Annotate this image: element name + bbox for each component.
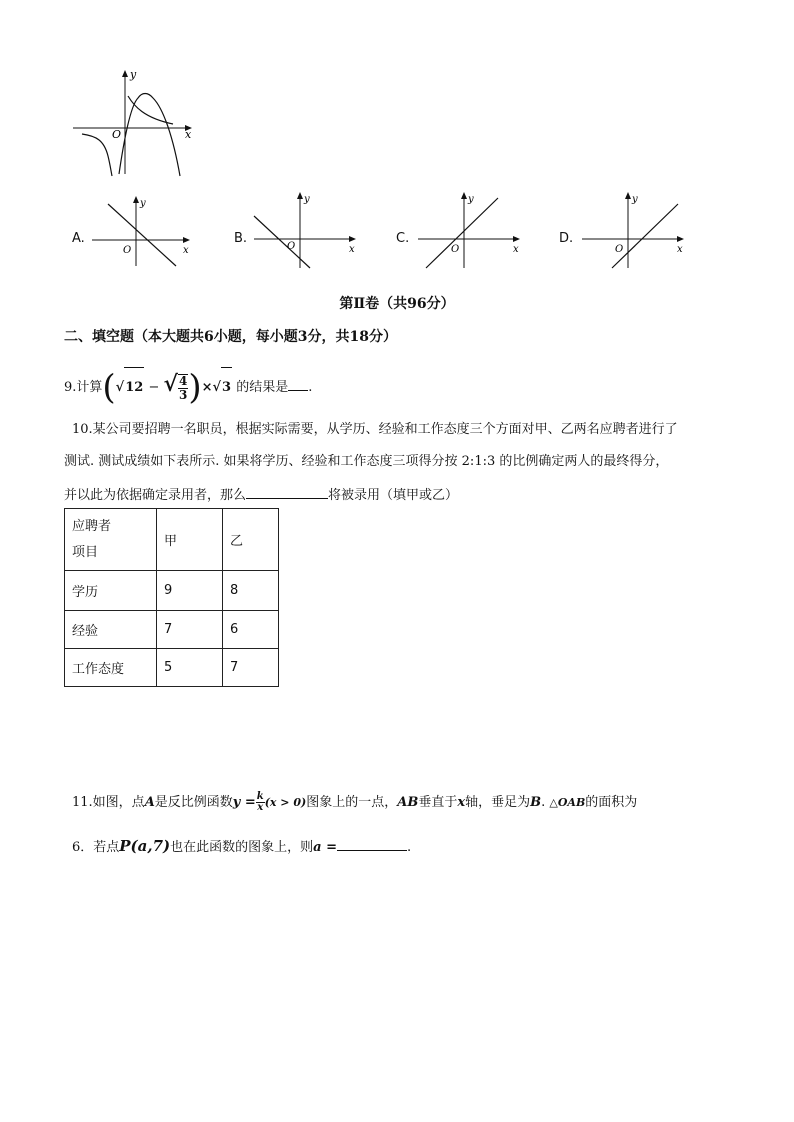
option-c-x-arrow (513, 236, 520, 242)
q11-x-axis-var: x (457, 795, 466, 810)
table-item: 学历 (65, 571, 157, 611)
table-cell-jia: 9 (157, 571, 223, 611)
option-a-x-label: x (183, 245, 189, 256)
q11-line-2-a: 6．若点 (72, 840, 120, 855)
option-d-y-label: y (632, 194, 638, 205)
table-header-row (65, 509, 279, 571)
q9-right-paren: ) (188, 367, 202, 408)
q10-line-3 (64, 484, 458, 506)
main-y-label: y (130, 68, 137, 81)
q11-func-cond: (x > 0) (264, 796, 307, 809)
table-cell-yi: 7 (223, 649, 279, 687)
main-y-arrow (122, 70, 128, 77)
q11-t4: 轴，垂足为 (465, 795, 531, 810)
q9-frac-den: 3 (178, 387, 188, 402)
option-a-x-arrow (183, 237, 190, 243)
q11-line-1 (72, 788, 637, 818)
table-header-jia: 甲 (157, 509, 223, 571)
table-row (65, 611, 279, 649)
option-b-origin-label: O (287, 241, 296, 252)
option-d-origin-label: O (615, 244, 624, 255)
option-a-line (108, 204, 176, 266)
q9-sqrt12: 12 (124, 367, 144, 408)
option-b-x-label: x (349, 244, 355, 255)
q11-func-y: y = (232, 795, 256, 810)
q11-line-2 (72, 832, 411, 860)
option-c-graph (414, 190, 524, 270)
part-heading: 二、填空题（本大题共6小题，每小题3分，共18分） (64, 329, 397, 345)
option-b-x-arrow (349, 236, 356, 242)
q9-frac-num: 4 (178, 373, 188, 388)
option-c-line (426, 198, 498, 268)
q11-answer-blank[interactable] (337, 836, 407, 851)
table-row (65, 649, 279, 687)
q11-line-2-b: 也在此函数的图象上，则 (170, 840, 314, 855)
q11-point-a: A (144, 795, 155, 810)
table-corner-bottom: 项目 (72, 544, 99, 560)
option-d-x-arrow (677, 236, 684, 242)
table-cell-yi: 8 (223, 571, 279, 611)
q11-func-k: k (256, 791, 264, 802)
main-asymptote-curve (128, 96, 173, 124)
q9-suffix: 的结果是 (236, 380, 289, 395)
option-a-graph (88, 194, 193, 269)
option-c-origin-label: O (451, 244, 460, 255)
q11-func-x: x (257, 802, 264, 813)
main-curve-left (82, 134, 112, 176)
option-a-origin-label: O (123, 245, 132, 256)
q9-number: 9.计算 (64, 380, 103, 395)
q11-point-p: P(a,7) (119, 837, 171, 855)
q11-a-eq: a = (313, 840, 337, 855)
table-item: 工作态度 (65, 649, 157, 687)
q11-t1: 是反比例函数 (154, 795, 233, 810)
q10-answer-blank[interactable] (246, 484, 328, 499)
q11-t2: 图象上的一点， (306, 795, 398, 810)
option-c-x-label: x (513, 244, 519, 255)
q10-line-2: 测试. 测试成绩如下表所示. 如果将学历、经验和工作态度三项得分按 2:1:3 的比例确定两人的最终得分， (64, 454, 669, 469)
q9-times: × (201, 380, 213, 395)
q9-sqrt-frac-symbol: √ (163, 371, 178, 397)
q11-t3: 垂直于 (418, 795, 458, 810)
option-d-graph (578, 190, 688, 270)
q9-period: . (308, 380, 313, 395)
q11-t5: . (541, 795, 550, 810)
option-d-label: D. (559, 231, 574, 246)
option-d-x-label: x (677, 244, 683, 255)
option-c-y-arrow (461, 192, 467, 199)
section-title: 第Ⅱ卷（共96分） (339, 296, 455, 312)
table-item: 经验 (65, 611, 157, 649)
question-9 (64, 364, 313, 408)
table-corner-top: 应聘者 (72, 518, 112, 534)
q11-prefix: 11.如图，点 (72, 795, 145, 810)
q10-line-3-a: 并以此为依据确定录用者，那么 (64, 488, 247, 503)
option-b-graph (250, 190, 360, 270)
table-cell-jia: 7 (157, 611, 223, 649)
table-row (65, 571, 279, 611)
option-d-y-arrow (625, 192, 631, 199)
option-d-line (612, 204, 678, 268)
q11-ab: AB (397, 795, 419, 810)
option-c-label: C. (396, 231, 410, 246)
q11-t6: 的面积为 (585, 795, 638, 810)
q10-line-1: 10.某公司要招聘一名职员，根据实际需要，从学历、经验和工作态度三个方面对甲、乙两名应聘者进行了 (72, 422, 678, 437)
q9-sqrt3: 3 (221, 367, 232, 408)
score-table (64, 508, 279, 687)
option-b-label: B. (234, 231, 248, 246)
option-b-y-label: y (304, 194, 310, 205)
q9-answer-blank[interactable] (288, 376, 308, 391)
q9-sqrt3-symbol: √ (212, 380, 222, 395)
option-a-y-label: y (140, 198, 146, 209)
q10-line-3-b: 将被录用（填甲或乙） (328, 488, 459, 503)
table-cell-jia: 5 (157, 649, 223, 687)
option-c-y-label: y (468, 194, 474, 205)
q11-point-b: B (530, 795, 542, 810)
main-function-graph (68, 66, 198, 181)
q9-minus: − (148, 380, 160, 395)
main-x-label: x (185, 128, 192, 141)
option-a-y-arrow (133, 196, 139, 203)
q11-triangle: △OAB (549, 796, 586, 809)
option-b-y-arrow (297, 192, 303, 199)
q9-fraction (178, 374, 188, 402)
table-cell-yi: 6 (223, 611, 279, 649)
q9-left-paren: ( (102, 367, 116, 408)
main-origin-label: O (112, 128, 122, 141)
q11-func-frac (256, 792, 265, 813)
table-corner-cell (65, 509, 157, 571)
option-b-line (254, 216, 310, 268)
table-header-yi: 乙 (223, 509, 279, 571)
option-a-label: A. (72, 231, 85, 246)
q11-period: . (407, 840, 412, 855)
q9-sqrt-symbol: √ (115, 380, 125, 395)
main-curve-right (119, 94, 180, 177)
